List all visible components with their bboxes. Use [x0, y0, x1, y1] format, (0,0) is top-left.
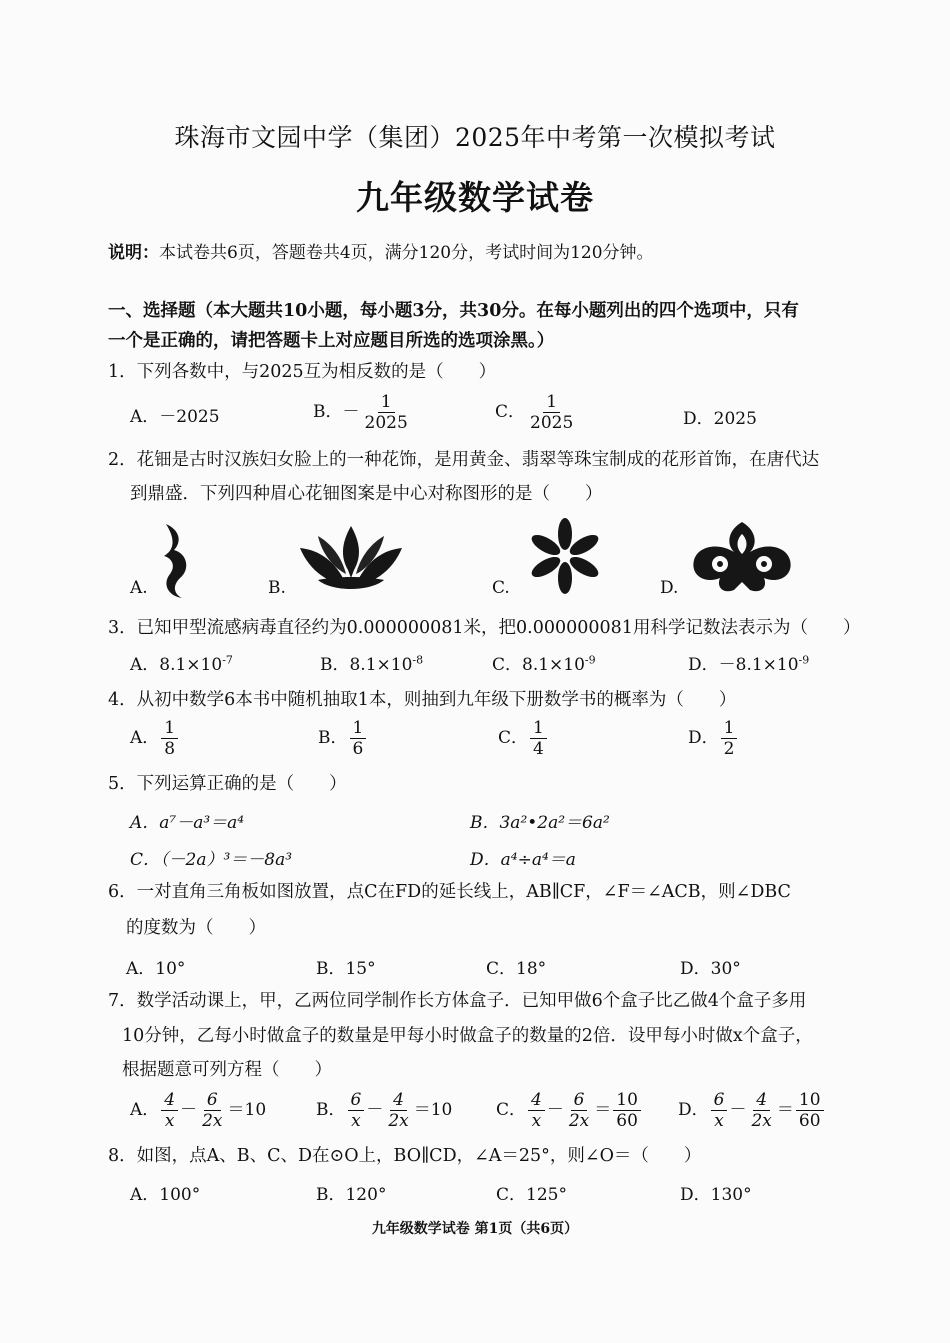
q3-option-a [130, 650, 233, 675]
q4-option-a [130, 718, 180, 759]
question-2-line2: 到鼎盛．下列四种眉心花钿图案是中心对称图形的是（ ） [130, 484, 603, 504]
page-footer: 九年级数学试卷 第1页（共6页） [371, 1221, 579, 1237]
q3-b-base: B．8.1×10 [320, 655, 413, 675]
q7-b-minus: － [366, 1100, 384, 1120]
q4-b-denominator: 6 [352, 739, 364, 759]
q3-option-b [320, 650, 423, 675]
q4-b-label: B． [318, 728, 348, 748]
q7-c-label: C． [496, 1100, 527, 1120]
q7-b-num1: 6 [348, 1090, 365, 1111]
q1-option-a: A．－2025 [130, 407, 220, 427]
question-7-line3: 根据题意可列方程（ ） [122, 1060, 332, 1080]
q2-option-d: D. [660, 578, 679, 598]
q7-d-den2: 2x [751, 1111, 772, 1131]
question-4: 4．从初中数学6本书中随机抽取1本，则抽到九年级下册数学书的概率为（ ） [108, 690, 737, 710]
q7-b-label: B． [316, 1100, 346, 1120]
q1-option-b-fraction [362, 392, 411, 433]
q5-option-c: C．（－2a）³＝－8a³ [130, 850, 293, 870]
question-8: 8．如图，点A、B、C、D在⊙O上，BO∥CD，∠A＝25°，则∠O＝（ ） [108, 1146, 702, 1166]
q4-a-denominator: 8 [164, 739, 176, 759]
q3-option-c [492, 650, 596, 675]
q2-option-a: A. [130, 578, 148, 598]
q8-option-b: B．120° [316, 1185, 387, 1205]
q5-option-b: B．3a²•2a²＝6a² [470, 813, 610, 833]
q4-c-fraction [530, 718, 547, 759]
q4-d-denominator: 2 [723, 739, 735, 759]
q7-d-minus: － [729, 1100, 747, 1120]
q1-option-c [495, 392, 578, 433]
q4-c-denominator: 4 [533, 739, 544, 759]
q1-b-numerator: 1 [378, 392, 395, 413]
q4-option-b [318, 718, 368, 759]
q1-option-b-label: B． [313, 402, 343, 422]
question-6-line2: 的度数为（ ） [126, 918, 266, 938]
q7-d-num1: 6 [711, 1090, 728, 1111]
q7-c-minus: － [546, 1100, 564, 1120]
q7-c-den1: x [531, 1111, 542, 1131]
q5-option-d: D．a⁴÷a⁴＝a [470, 850, 576, 870]
q1-c-numerator: 1 [543, 392, 560, 413]
q7-c-den2: 2x [568, 1111, 590, 1131]
q4-c-label: C． [498, 728, 529, 748]
q2-option-c: C. [492, 578, 510, 598]
q7-a-num1: 4 [161, 1090, 178, 1111]
flower-b-icon [296, 522, 406, 598]
question-1: 1．下列各数中，与2025互为相反数的是（ ） [108, 362, 497, 382]
q4-a-numerator: 1 [161, 718, 178, 739]
q7-d-rhs-den: 60 [798, 1111, 821, 1131]
q8-option-d: D．130° [680, 1185, 752, 1205]
q4-b-fraction [350, 718, 367, 759]
q7-b-num2: 4 [390, 1090, 407, 1111]
q1-option-c-label: C． [495, 402, 526, 422]
q7-c-eq: ＝ [594, 1100, 612, 1120]
section-1-line2: 一个是正确的，请把答题卡上对应题目所选的选项涂黑。） [108, 331, 555, 351]
q1-b-denominator: 2025 [364, 413, 408, 433]
q7-a-den2: 2x [202, 1111, 223, 1131]
q7-c-num2: 6 [571, 1090, 588, 1111]
q6-option-d: D．30° [680, 959, 741, 979]
q4-c-numerator: 1 [530, 718, 547, 739]
q3-d-base: D．－8.1×10 [688, 655, 799, 675]
question-2-line1: 2．花钿是古时汉族妇女脸上的一种花饰，是用黄金、翡翠等珠宝制成的花形首饰，在唐代达 [108, 450, 820, 470]
q7-d-den1: x [714, 1111, 724, 1131]
flower-d-icon [690, 518, 794, 596]
q4-a-label: A． [130, 728, 160, 748]
question-3: 3．已知甲型流感病毒直径约为0.000000081米，把0.000000081用科学记数法表示为（ ） [108, 618, 861, 638]
q4-a-fraction [161, 718, 178, 759]
instructions-label: 说明： [108, 243, 159, 263]
q4-d-label: D． [688, 728, 719, 748]
q7-option-c [496, 1090, 643, 1131]
q7-a-minus: － [180, 1100, 198, 1120]
q7-d-eq: ＝ [776, 1100, 794, 1120]
q7-d-rhs-num: 10 [796, 1090, 824, 1111]
q4-d-numerator: 1 [721, 718, 738, 739]
q1-c-denominator: 2025 [530, 413, 574, 433]
q7-a-label: A． [130, 1100, 160, 1120]
q7-a-den1: x [164, 1111, 175, 1131]
q7-d-label: D． [678, 1100, 709, 1120]
q7-c-rhs-num: 10 [613, 1090, 641, 1111]
paper-title: 九年级数学试卷 [356, 178, 594, 217]
q7-c-num1: 4 [528, 1090, 545, 1111]
q1-option-c-fraction [527, 392, 576, 433]
flower-a-icon [152, 520, 196, 600]
section-1-header [108, 296, 858, 356]
school-title: 珠海市文园中学（集团）2025年中考第一次模拟考试 [174, 123, 776, 152]
q4-d-fraction [721, 718, 738, 759]
section-1-line1: 一、选择题（本大题共10小题，每小题3分，共30分。在每小题列出的四个选项中，只有 [108, 301, 799, 321]
q7-a-num2: 6 [204, 1090, 221, 1111]
q6-option-b: B．15° [316, 959, 376, 979]
question-6-line1: 6．一对直角三角板如图放置，点C在FD的延长线上，AB∥CF，∠F＝∠ACB，则∠DBC [108, 882, 791, 902]
question-5: 5．下列运算正确的是（ ） [108, 774, 347, 794]
q3-b-exponent: -8 [412, 653, 424, 667]
instructions-text: 本试卷共6页，答题卷共4页，满分120分，考试时间为120分钟。 [159, 243, 654, 263]
q1-option-d: D．2025 [683, 409, 757, 429]
instructions [108, 238, 654, 263]
q7-b-den2: 2x [388, 1111, 409, 1131]
q1-option-b: B．－ $\frac{1}{2025}$ [313, 392, 413, 433]
q8-option-a: A．100° [130, 1185, 201, 1205]
q2-option-b: B. [268, 578, 286, 598]
q7-b-rhs: ＝10 [413, 1100, 453, 1120]
q3-option-d [688, 650, 809, 675]
q6-option-a: A．10° [126, 959, 186, 979]
q3-a-exponent: -7 [222, 653, 233, 667]
q7-b-den1: x [351, 1111, 361, 1131]
q3-c-base: C．8.1×10 [492, 655, 585, 675]
q7-option-a [130, 1090, 266, 1131]
q4-b-numerator: 1 [350, 718, 367, 739]
question-7-line2: 10分钟，乙每小时做盒子的数量是甲每小时做盒子的数量的2倍．设甲每小时做x个盒子， [122, 1026, 813, 1046]
q7-option-d [678, 1090, 826, 1131]
q8-option-c: C．125° [496, 1185, 567, 1205]
q4-option-c [498, 718, 549, 759]
flower-c-icon [522, 518, 608, 594]
q5-option-a: A．a⁷－a³＝a⁴ [130, 813, 245, 833]
q7-option-b [316, 1090, 452, 1131]
q7-a-rhs: ＝10 [227, 1100, 267, 1120]
q4-option-d [688, 718, 739, 759]
q3-c-exponent: -9 [584, 653, 596, 667]
q7-c-rhs-den: 60 [616, 1111, 638, 1131]
q7-d-num2: 4 [753, 1090, 770, 1111]
question-7-line1: 7．数学活动课上，甲，乙两位同学制作长方体盒子．已知甲做6个盒子比乙做4个盒子多用 [108, 991, 807, 1011]
q3-d-exponent: -9 [798, 653, 810, 667]
q6-option-c: C．18° [486, 959, 547, 979]
q3-a-base: A．8.1×10 [130, 655, 223, 675]
